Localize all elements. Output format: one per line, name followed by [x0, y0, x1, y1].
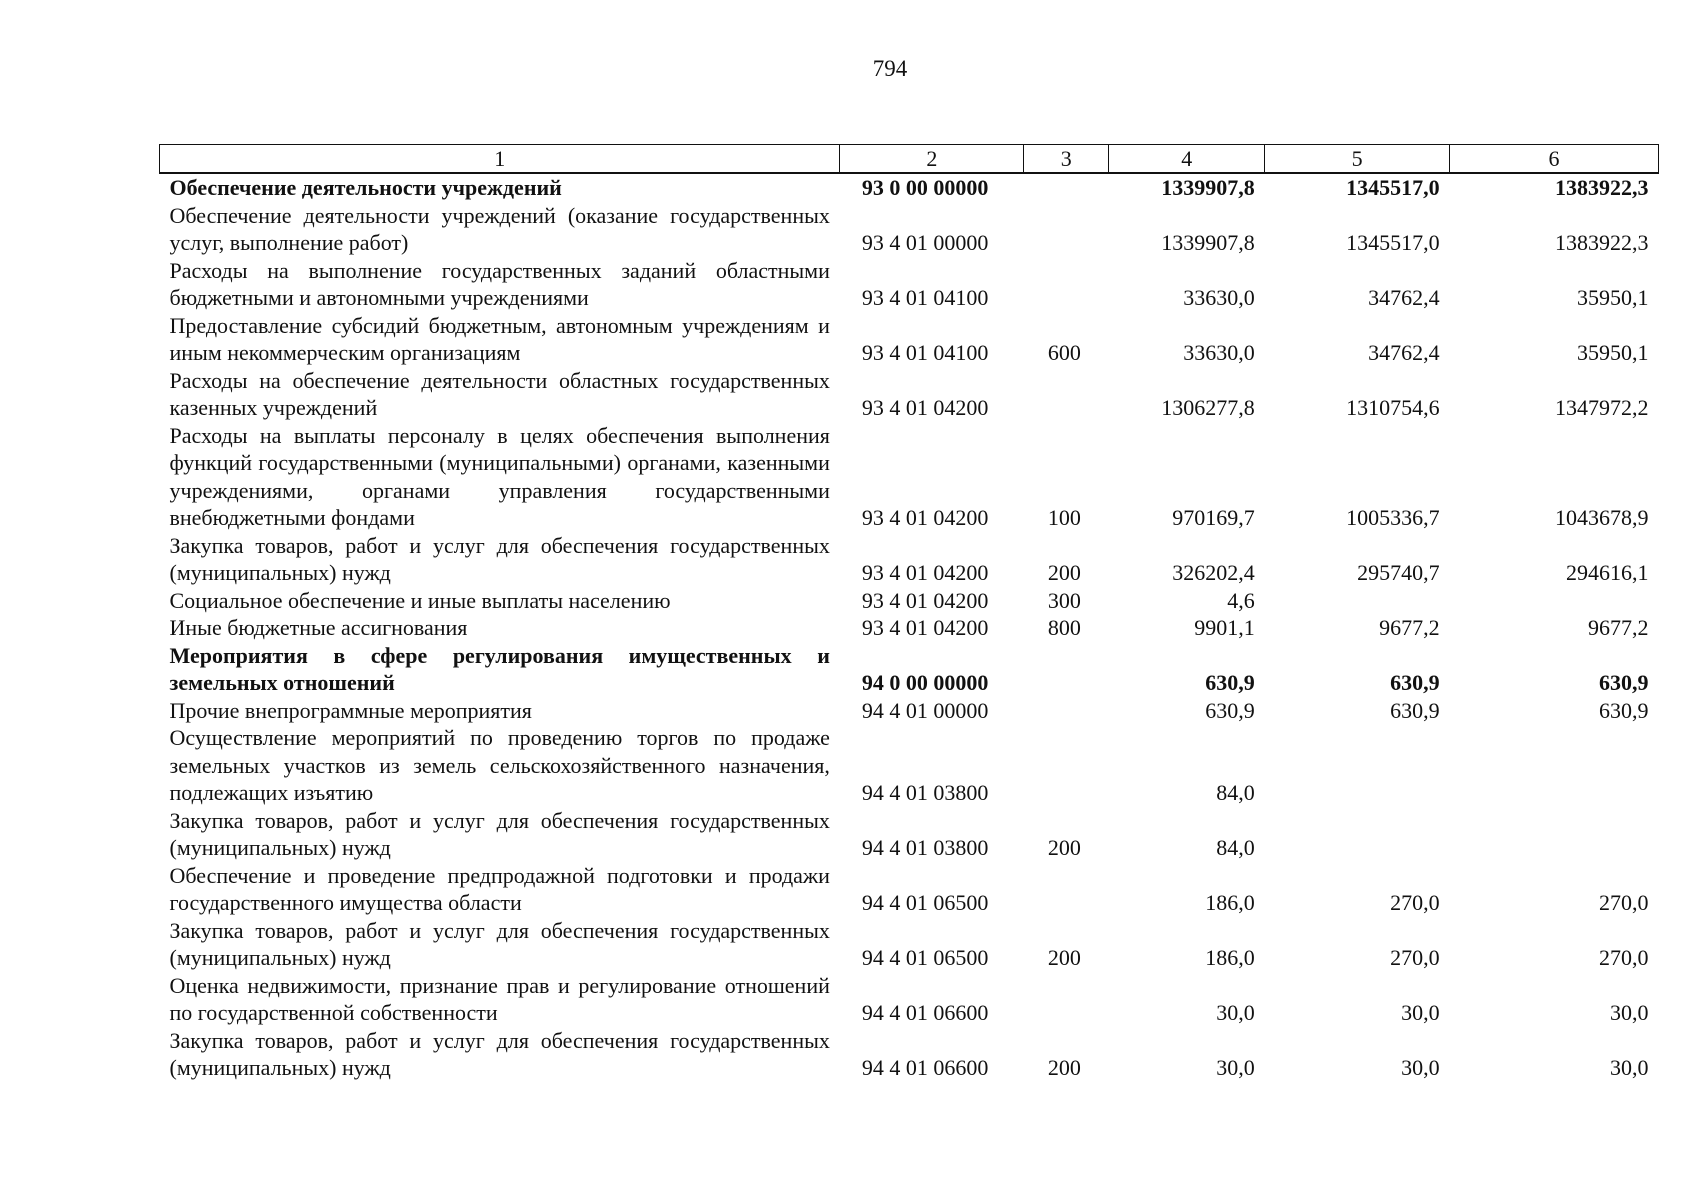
header-col-2: 2 — [840, 145, 1024, 174]
table-row — [160, 202, 1659, 257]
table-row — [160, 862, 1659, 917]
table-body — [160, 173, 1659, 1082]
row-name: Обеспечение деятельности учреждений — [169, 175, 562, 200]
row-code: 93 4 01 04200 — [861, 505, 989, 530]
row-value-col-6: 294616,1 — [1566, 560, 1649, 585]
row-name: Прочие внепрограммные мероприятия — [169, 697, 532, 723]
row-value-col-4: 1339907,8 — [1161, 175, 1255, 200]
row-value-col-5 — [1265, 807, 1450, 862]
row-code: 94 4 01 06500 — [861, 890, 989, 915]
row-value-col-6: 1043678,9 — [1555, 505, 1649, 530]
row-value-col-6: 1383922,3 — [1555, 175, 1649, 200]
row-value-col-5: 270,0 — [1390, 890, 1440, 915]
row-code: 93 4 01 04100 — [861, 340, 989, 365]
row-name: Обеспечение и проведение предпродажной подготовки и продажи государственного имущества области — [169, 862, 830, 915]
table-row — [160, 807, 1659, 862]
row-value-col-6: 30,0 — [1610, 1055, 1649, 1080]
row-name: Мероприятия в сфере регулирования имущественных и земельных отношений — [169, 642, 830, 695]
row-value-col-6 — [1450, 724, 1659, 807]
row-value-col-4: 970169,7 — [1172, 505, 1255, 530]
table-row — [160, 422, 1659, 532]
row-expense-type — [1024, 862, 1109, 917]
header-col-3: 3 — [1024, 145, 1109, 174]
row-value-col-4: 84,0 — [1216, 780, 1255, 805]
row-code: 93 4 01 04200 — [861, 560, 989, 585]
row-value-col-5: 30,0 — [1401, 1055, 1440, 1080]
row-value-col-5: 1345517,0 — [1346, 175, 1440, 200]
page-number: 794 — [872, 56, 908, 81]
row-value-col-5 — [1265, 724, 1450, 807]
row-code: 94 4 01 03800 — [861, 835, 989, 860]
row-expense-type — [1024, 642, 1109, 697]
row-value-col-6 — [1450, 587, 1659, 615]
row-expense-type: 100 — [1047, 505, 1081, 530]
row-name: Расходы на обеспечение деятельности областных государственных казенных учреждений — [169, 367, 830, 420]
table-row — [160, 642, 1659, 697]
row-value-col-5: 630,9 — [1390, 697, 1440, 723]
row-value-col-4: 186,0 — [1205, 890, 1255, 915]
row-expense-type: 200 — [1047, 945, 1081, 970]
table-row — [160, 724, 1659, 807]
table-row — [160, 587, 1659, 615]
row-code: 94 4 01 03800 — [861, 780, 989, 805]
row-code: 94 0 00 00000 — [861, 670, 989, 695]
row-value-col-5: 630,9 — [1390, 670, 1440, 695]
row-expense-type: 200 — [1047, 560, 1081, 585]
budget-table — [159, 144, 1659, 1082]
row-code: 93 4 01 00000 — [861, 230, 989, 255]
row-value-col-6: 30,0 — [1610, 1000, 1649, 1025]
row-value-col-6: 270,0 — [1599, 945, 1649, 970]
row-expense-type — [1024, 173, 1109, 202]
row-name: Закупка товаров, работ и услуг для обеспечения государственных (муниципальных) нужд — [169, 532, 830, 585]
row-value-col-6 — [1450, 807, 1659, 862]
row-value-col-5: 270,0 — [1390, 945, 1440, 970]
row-expense-type: 200 — [1047, 1055, 1081, 1080]
row-expense-type — [1024, 257, 1109, 312]
row-name: Закупка товаров, работ и услуг для обеспечения государственных (муниципальных) нужд — [169, 1027, 830, 1080]
row-name: Закупка товаров, работ и услуг для обеспечения государственных (муниципальных) нужд — [169, 917, 830, 970]
row-value-col-4: 630,9 — [1205, 697, 1255, 723]
row-name: Социальное обеспечение и иные выплаты населению — [169, 587, 671, 613]
row-expense-type — [1024, 724, 1109, 807]
row-name: Осуществление мероприятий по проведению торгов по продаже земельных участков из земель сельскохозяйственного назначения, подлежащих изъятию — [169, 725, 830, 805]
row-value-col-6: 1347972,2 — [1555, 395, 1649, 420]
table-row — [160, 532, 1659, 587]
row-value-col-5 — [1265, 587, 1450, 615]
row-name: Предоставление субсидий бюджетным, автономным учреждениям и иным некоммерческим организациям — [169, 312, 830, 365]
row-expense-type: 300 — [1047, 587, 1081, 613]
row-value-col-6: 630,9 — [1599, 697, 1649, 723]
row-value-col-5: 1310754,6 — [1346, 395, 1440, 420]
row-code: 93 4 01 04200 — [861, 615, 989, 640]
row-code: 94 4 01 06500 — [861, 945, 989, 970]
row-value-col-5: 34762,4 — [1368, 285, 1440, 310]
header-row — [160, 145, 1659, 174]
row-value-col-6: 35950,1 — [1577, 285, 1649, 310]
row-value-col-5: 9677,2 — [1379, 615, 1440, 640]
table-row — [160, 173, 1659, 202]
row-value-col-4: 30,0 — [1216, 1000, 1255, 1025]
row-value-col-4: 33630,0 — [1183, 340, 1255, 365]
row-value-col-4: 1339907,8 — [1161, 230, 1255, 255]
row-value-col-4: 33630,0 — [1183, 285, 1255, 310]
row-value-col-4: 186,0 — [1205, 945, 1255, 970]
row-value-col-6: 9677,2 — [1588, 615, 1649, 640]
row-value-col-6: 35950,1 — [1577, 340, 1649, 365]
header-col-4: 4 — [1109, 145, 1265, 174]
row-expense-type: 200 — [1047, 835, 1081, 860]
row-code: 94 4 01 00000 — [861, 697, 989, 723]
row-value-col-5: 1005336,7 — [1346, 505, 1440, 530]
row-name: Закупка товаров, работ и услуг для обеспечения государственных (муниципальных) нужд — [169, 807, 830, 860]
row-value-col-4: 1306277,8 — [1161, 395, 1255, 420]
table-row — [160, 614, 1659, 642]
row-value-col-4: 9901,1 — [1194, 615, 1255, 640]
row-name: Оценка недвижимости, признание прав и регулирование отношений по государственной собственности — [169, 972, 830, 1025]
row-value-col-5: 34762,4 — [1368, 340, 1440, 365]
row-expense-type — [1024, 697, 1109, 725]
row-value-col-5: 295740,7 — [1357, 560, 1440, 585]
row-value-col-5: 30,0 — [1401, 1000, 1440, 1025]
row-code: 93 4 01 04100 — [861, 285, 989, 310]
row-expense-type: 800 — [1047, 615, 1081, 640]
row-value-col-4: 326202,4 — [1172, 560, 1255, 585]
row-name: Расходы на выполнение государственных заданий областными бюджетными и автономными учреждениями — [169, 257, 830, 310]
header-col-1: 1 — [160, 145, 840, 174]
row-expense-type — [1024, 202, 1109, 257]
table-row — [160, 917, 1659, 972]
header-col-6: 6 — [1450, 145, 1659, 174]
row-code: 93 0 00 00000 — [861, 175, 989, 200]
row-code: 94 4 01 06600 — [861, 1055, 989, 1080]
row-name: Обеспечение деятельности учреждений (оказание государственных услуг, выполнение работ) — [169, 202, 830, 255]
row-value-col-5: 1345517,0 — [1346, 230, 1440, 255]
row-name: Иные бюджетные ассигнования — [169, 615, 468, 640]
row-value-col-6: 270,0 — [1599, 890, 1649, 915]
row-value-col-4: 630,9 — [1205, 670, 1255, 695]
row-name: Расходы на выплаты персоналу в целях обеспечения выполнения функций государственными (муниципальными) органами, казенными учреждениями, органами управления государственными внебюджетными фондами — [169, 422, 830, 530]
table-row — [160, 1027, 1659, 1082]
row-expense-type: 600 — [1047, 340, 1081, 365]
table-row — [160, 367, 1659, 422]
row-value-col-6: 630,9 — [1599, 670, 1649, 695]
row-value-col-6: 1383922,3 — [1555, 230, 1649, 255]
row-value-col-4: 84,0 — [1216, 835, 1255, 860]
table-row — [160, 257, 1659, 312]
table-row — [160, 697, 1659, 725]
table-row — [160, 312, 1659, 367]
row-value-col-4: 30,0 — [1216, 1055, 1255, 1080]
row-code: 93 4 01 04200 — [861, 587, 989, 613]
row-expense-type — [1024, 972, 1109, 1027]
header-col-5: 5 — [1265, 145, 1450, 174]
row-code: 93 4 01 04200 — [861, 395, 989, 420]
row-expense-type — [1024, 367, 1109, 422]
row-value-col-4: 4,6 — [1227, 587, 1255, 613]
row-code: 94 4 01 06600 — [861, 1000, 989, 1025]
table-header — [160, 145, 1659, 174]
table-row — [160, 972, 1659, 1027]
